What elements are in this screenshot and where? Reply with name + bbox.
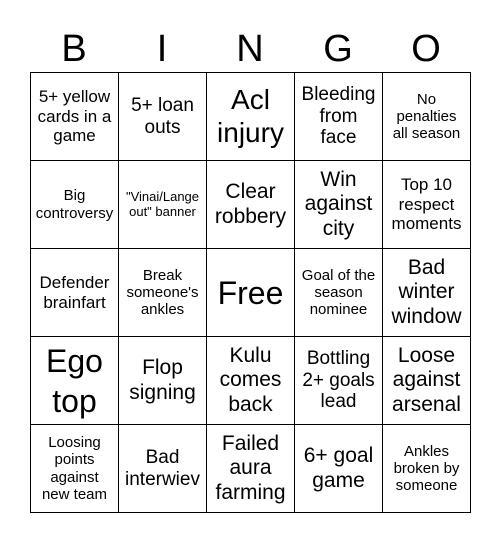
header-letter-o: O	[411, 28, 441, 70]
bingo-cell-r2c2[interactable]	[119, 161, 207, 249]
bingo-cell-r4c3[interactable]	[207, 337, 295, 425]
bingo-cell-r3c5[interactable]	[383, 249, 471, 337]
cell-label: 5+ loan outs	[131, 94, 194, 138]
bingo-cell-r5c1[interactable]	[31, 425, 119, 513]
header-letter-b: B	[61, 28, 87, 70]
bingo-cell-r3c2[interactable]	[119, 249, 207, 337]
header-letter-i: I	[156, 28, 168, 70]
bingo-cell-r3c1[interactable]	[31, 249, 119, 337]
cell-label: Big controversy	[35, 187, 114, 222]
cell-label: Top 10 respect moments	[391, 175, 462, 234]
bingo-cell-r4c2[interactable]	[119, 337, 207, 425]
bingo-cell-r4c4[interactable]	[295, 337, 383, 425]
cell-label: Acl injury	[217, 84, 284, 148]
cell-label: Kulu comes back	[219, 344, 282, 416]
header-letter-n: N	[236, 28, 264, 70]
cell-label: Flop signing	[129, 356, 196, 404]
cell-label: Loose against arsenal	[392, 344, 461, 416]
cell-label: Clear robbery	[214, 180, 287, 228]
cell-label: No penalties all season	[392, 90, 461, 143]
cell-label: Free	[217, 274, 284, 311]
cell-label: 6+ goal game	[303, 444, 374, 492]
cell-label: 5+ yellow cards in a game	[37, 87, 112, 146]
header-letter-g: G	[323, 28, 353, 70]
bingo-cell-r2c3[interactable]	[207, 161, 295, 249]
cell-label: Win against city	[304, 168, 373, 240]
cell-label: Loosing points against new team	[41, 434, 108, 503]
cell-label: Failed aura farming	[215, 432, 286, 504]
bingo-cell-r5c3[interactable]	[207, 425, 295, 513]
cell-label: Bottling 2+ goals lead	[302, 347, 375, 413]
bingo-cell-r5c2[interactable]	[119, 425, 207, 513]
cell-label: "Vinai/Lange out" banner	[125, 188, 200, 219]
bingo-cell-r1c4[interactable]	[295, 73, 383, 161]
bingo-cell-r2c1[interactable]	[31, 161, 119, 249]
cell-label: Defender brainfart	[39, 272, 110, 312]
bingo-header	[30, 26, 470, 72]
cell-label: Bad winter window	[391, 256, 462, 328]
bingo-cell-free[interactable]	[207, 249, 295, 337]
cell-label: Ego top	[46, 342, 103, 419]
cell-label: Ankles broken by someone	[393, 442, 460, 495]
bingo-cell-r5c5[interactable]	[383, 425, 471, 513]
cell-label: Bad interwiev	[125, 446, 200, 490]
cell-label: Goal of the season nominee	[301, 266, 376, 319]
bingo-cell-r4c1[interactable]	[31, 337, 119, 425]
bingo-cell-r2c4[interactable]	[295, 161, 383, 249]
bingo-board	[30, 72, 471, 513]
bingo-cell-r1c3[interactable]	[207, 73, 295, 161]
bingo-cell-r1c5[interactable]	[383, 73, 471, 161]
cell-label: Break someone's ankles	[126, 266, 199, 319]
bingo-cell-r4c5[interactable]	[383, 337, 471, 425]
bingo-cell-r1c2[interactable]	[119, 73, 207, 161]
bingo-cell-r3c4[interactable]	[295, 249, 383, 337]
bingo-cell-r5c4[interactable]	[295, 425, 383, 513]
cell-label: Bleeding from face	[301, 83, 376, 149]
bingo-cell-r2c5[interactable]	[383, 161, 471, 249]
bingo-cell-r1c1[interactable]	[31, 73, 119, 161]
